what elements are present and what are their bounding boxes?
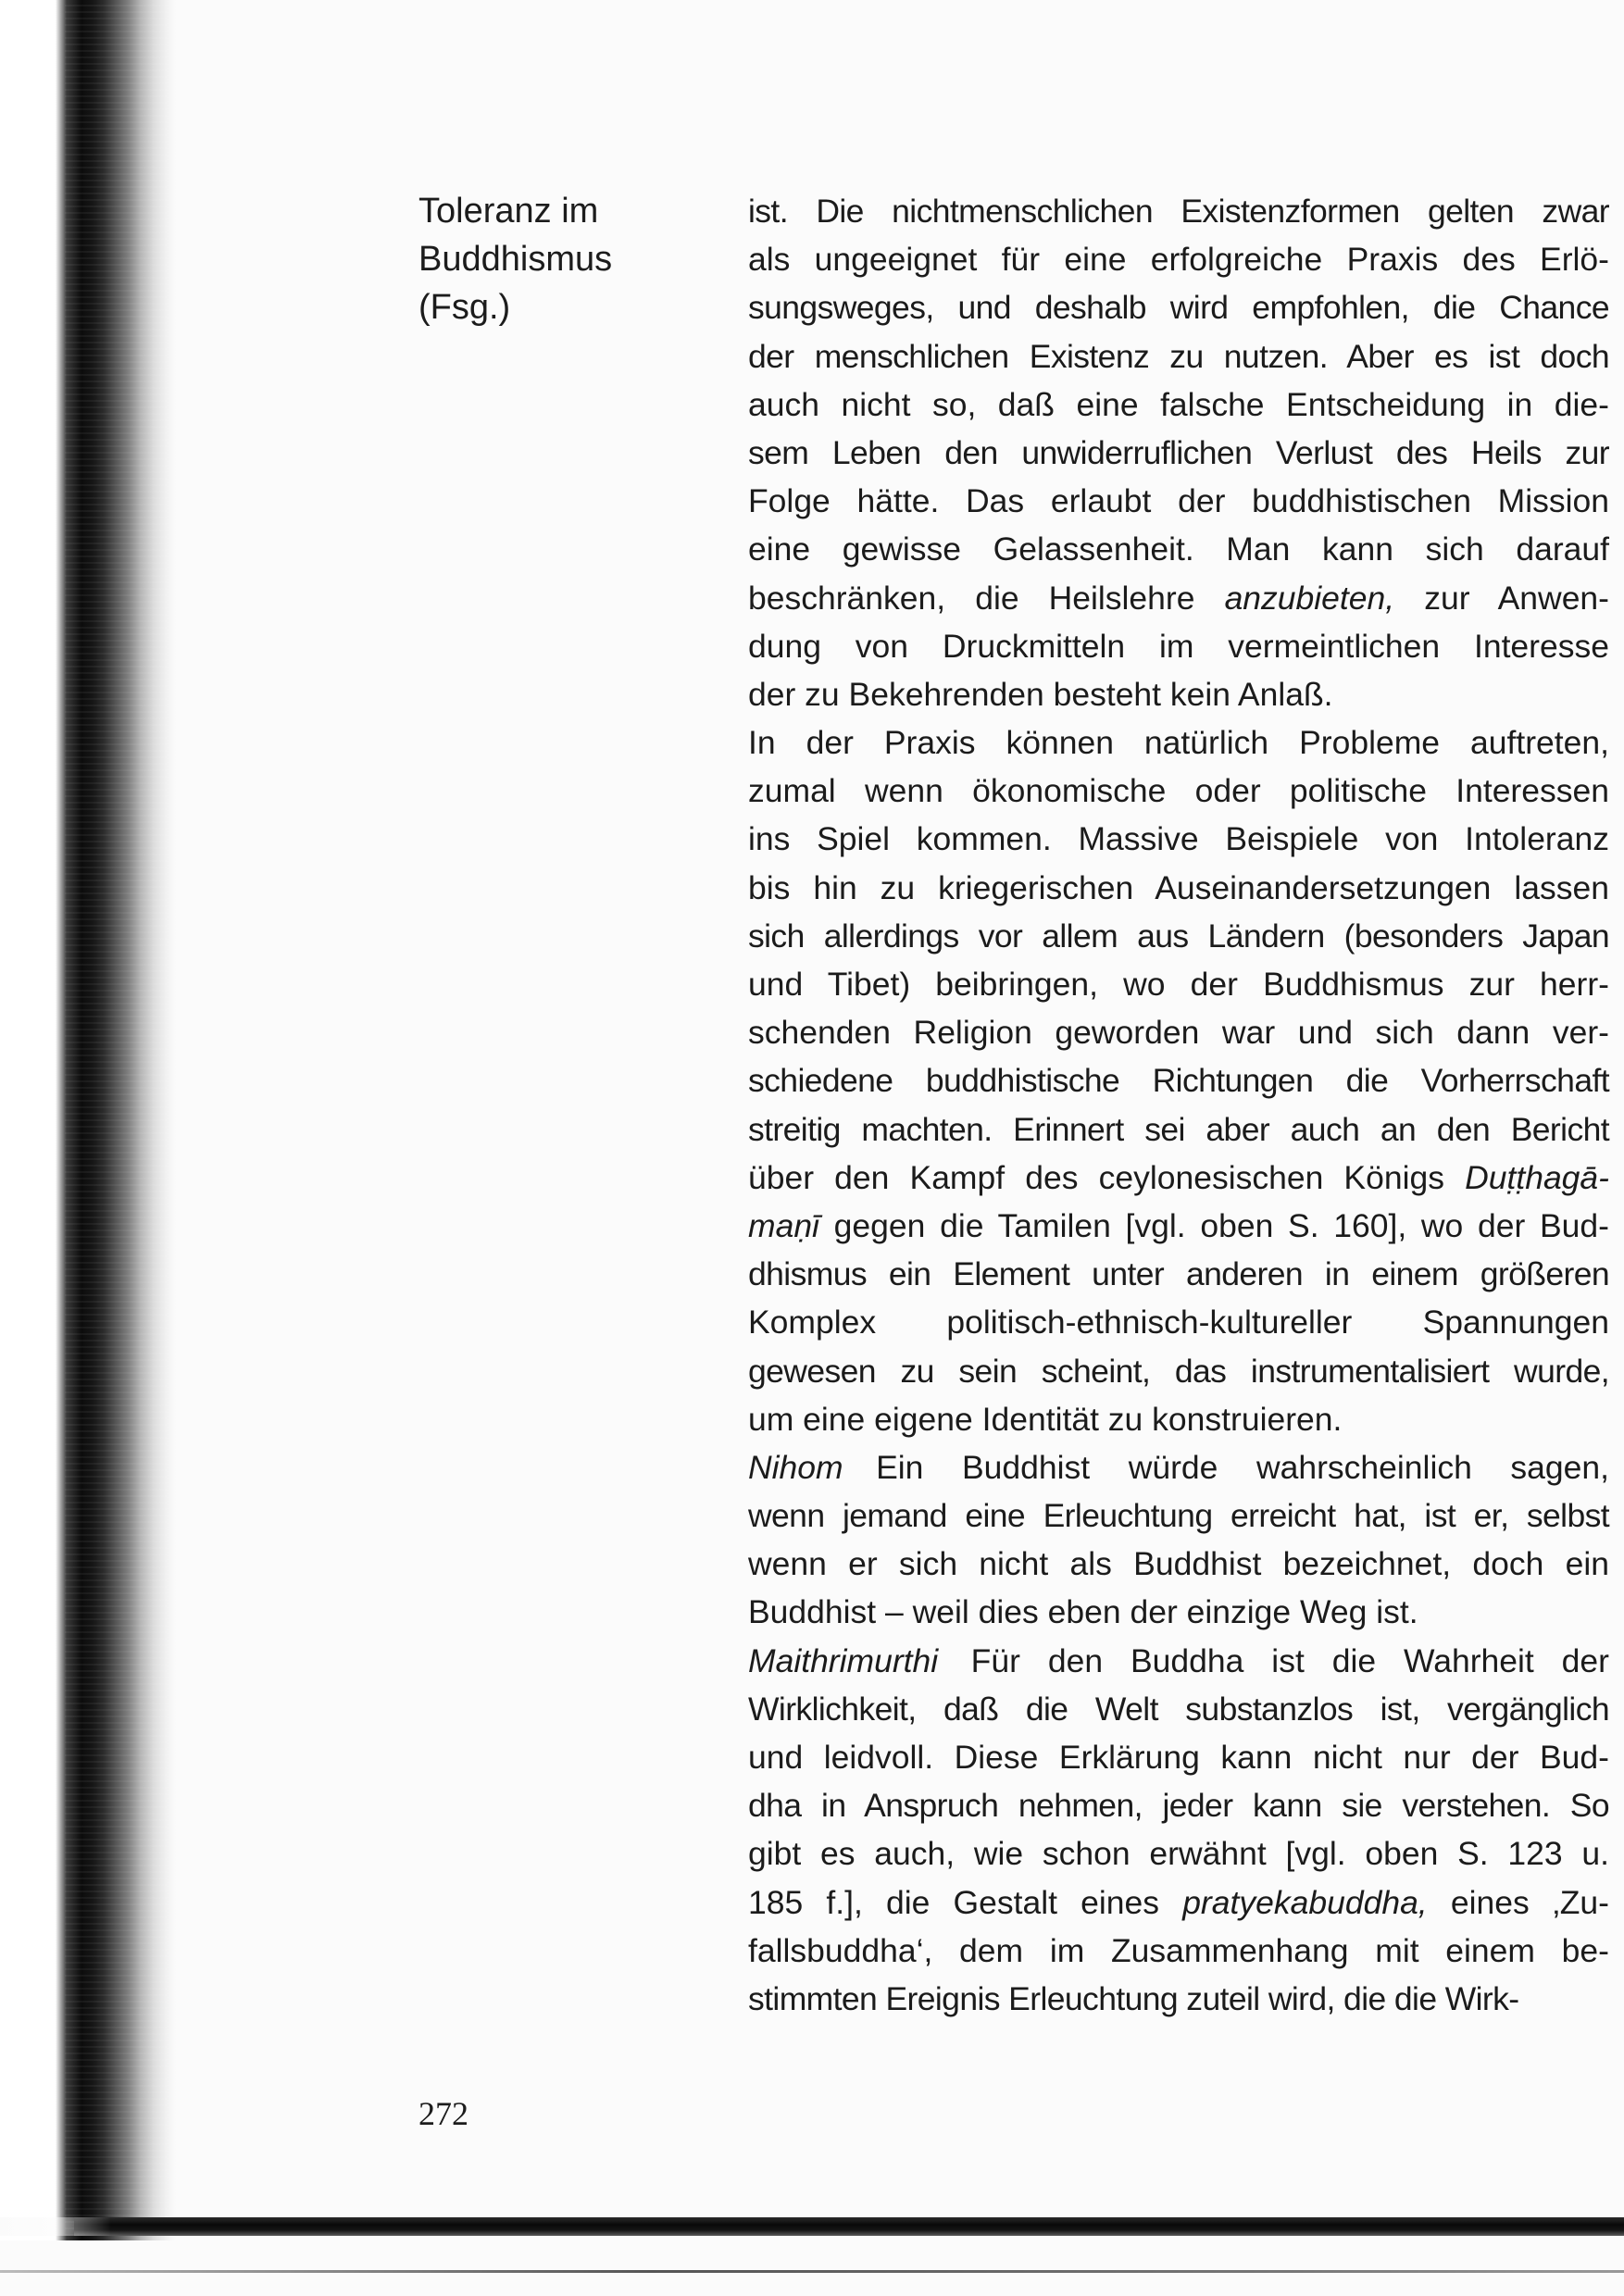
body-text-line — [748, 574, 1609, 622]
body-text-line: sem Leben den unwiderruflichen Verlust des Heils zur — [748, 433, 1609, 471]
body-text-line: der zu Bekehrenden besteht kein Anlaß. — [748, 675, 1333, 713]
body-text-line: sich allerdings vor allem aus Ländern (besonders Japan — [748, 917, 1609, 955]
gutter-scan-texture — [65, 0, 167, 2240]
body-text-line — [748, 1202, 1609, 1250]
body-text-line: stimmten Ereignis Erleuchtung zuteil wird, die die Wirk- — [748, 1979, 1519, 2017]
speaker-name: Nihom — [748, 1448, 843, 1486]
italic-term: pratyekabuddha, — [1182, 1883, 1428, 1921]
speaker-name: Maithrimurthi — [748, 1641, 939, 1679]
text-segment: zur Anwen- — [1394, 579, 1609, 617]
body-text-line — [748, 1443, 1609, 1491]
body-text-line: auch nicht so, daß eine falsche Entscheidung in die- — [748, 385, 1609, 423]
italic-term: maṇī — [748, 1206, 819, 1244]
bottom-scan-band — [74, 2217, 1624, 2236]
body-text-line: wenn jemand eine Erleuchtung erreicht hat, ist er, selbst — [748, 1497, 1609, 1535]
body-text-line: gibt es auch, wie schon erwähnt [vgl. oben S. 123 u. — [748, 1835, 1609, 1873]
marginal-note-line: Toleranz im — [418, 192, 599, 231]
text-segment: beschränken, die Heilslehre — [748, 579, 1225, 617]
italic-term: anzubieten, — [1224, 579, 1395, 617]
body-text-line: dha in Anspruch nehmen, jeder kann sie verstehen. So — [748, 1787, 1609, 1825]
body-text-line: der menschlichen Existenz zu nutzen. Aber es ist doch — [748, 337, 1609, 375]
text-segment: eines ‚Zu- — [1427, 1883, 1609, 1921]
body-text-line: dung von Druckmitteln im vermeintlichen Interesse — [748, 627, 1609, 665]
marginal-note — [418, 187, 659, 331]
body-text-line: und leidvoll. Diese Erklärung kann nicht nur der Bud- — [748, 1739, 1609, 1776]
bottom-band-fade — [0, 2217, 111, 2236]
body-text-line: Komplex politisch-ethnisch-kultureller Spannungen — [748, 1304, 1609, 1341]
body-text-line — [748, 1637, 1609, 1685]
body-text-line: ist. Die nichtmenschlichen Existenzformen gelten zwar — [748, 193, 1609, 230]
body-text-line: bis hin zu kriegerischen Auseinandersetzungen lassen — [748, 868, 1609, 906]
body-text-line: und Tibet) beibringen, wo der Buddhismus zur herr- — [748, 966, 1609, 1003]
page-number: 272 — [418, 2095, 468, 2132]
marginal-note-line: Buddhismus — [418, 240, 613, 279]
body-text-line: wenn er sich nicht als Buddhist bezeichnet, doch ein — [748, 1545, 1609, 1583]
body-text-line: als ungeeignet für eine erfolgreiche Praxis des Erlö- — [748, 241, 1609, 279]
body-text-line: dhismus ein Element unter anderen in einem größeren — [748, 1255, 1609, 1293]
body-text-line — [748, 1154, 1609, 1202]
text-segment: über den Kampf des ceylonesischen Königs — [748, 1158, 1466, 1196]
body-text-line: ins Spiel kommen. Massive Beispiele von Intoleranz — [748, 820, 1609, 858]
speaker-text: Ein Buddhist würde wahrscheinlich sagen, — [876, 1448, 1609, 1486]
body-text-line: sungsweges, und deshalb wird empfohlen, die Chance — [748, 289, 1609, 327]
marginal-note-line: (Fsg.) — [418, 288, 511, 327]
body-text-line: zumal wenn ökonomische oder politische Interessen — [748, 772, 1609, 810]
body-text-line: gewesen zu sein scheint, das instrumentalisiert wurde, — [748, 1352, 1609, 1390]
text-segment: gegen die Tamilen [vgl. oben S. 160], wo der Bud- — [818, 1206, 1609, 1244]
bottom-scan-line — [0, 2270, 1624, 2273]
body-text-line: Folge hätte. Das erlaubt der buddhistischen Mission — [748, 482, 1609, 520]
body-text-line: In der Praxis können natürlich Probleme auftreten, — [748, 724, 1609, 762]
body-text-line: Buddhist – weil dies eben der einzige Weg ist. — [748, 1593, 1418, 1631]
italic-term: Duṭṭhagā- — [1465, 1158, 1609, 1196]
body-text-line: eine gewisse Gelassenheit. Man kann sich darauf — [748, 530, 1609, 568]
speaker-text: Für den Buddha ist die Wahrheit der — [970, 1641, 1609, 1679]
body-text-line: um eine eigene Identität zu konstruieren. — [748, 1400, 1343, 1438]
body-text-line: schenden Religion geworden war und sich dann ver- — [748, 1014, 1609, 1052]
text-segment: 185 f.], die Gestalt eines — [748, 1883, 1183, 1921]
body-text-line: schiedene buddhistische Richtungen die Vorherrschaft — [748, 1062, 1609, 1100]
body-text — [748, 187, 1609, 2023]
body-text-line — [748, 1878, 1609, 1927]
body-text-line: Wirklichkeit, daß die Welt substanzlos ist, vergänglich — [748, 1690, 1609, 1728]
body-text-line: fallsbuddha‘, dem im Zusammenhang mit einem be- — [748, 1931, 1609, 1969]
body-text-line: streitig machten. Erinnert sei aber auch an den Bericht — [748, 1110, 1609, 1148]
